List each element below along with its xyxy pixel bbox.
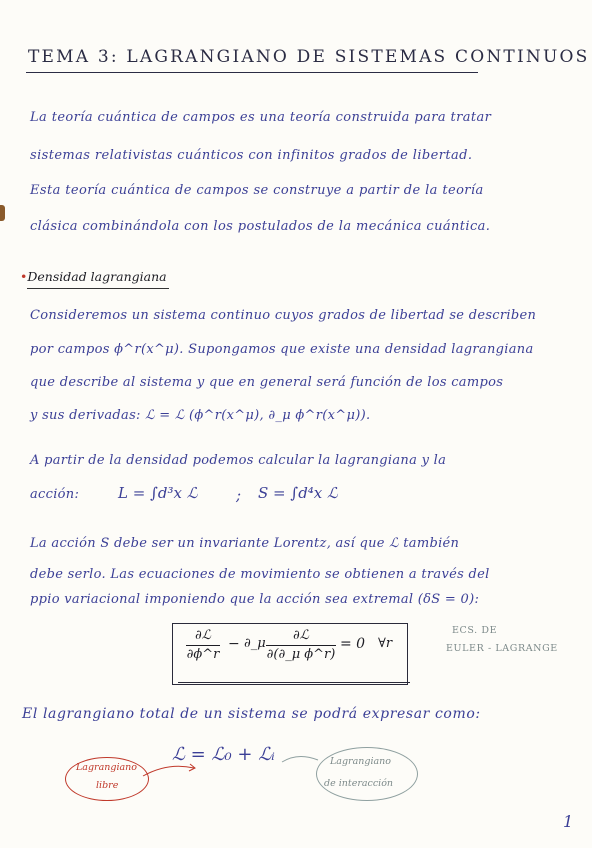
body-line: y sus derivadas: ℒ = ℒ (ϕ^r(x^μ), ∂_μ ϕ^r(x^μ)). — [30, 408, 371, 423]
free-arrow — [140, 758, 200, 782]
intro-line: clásica combinándola con los postulados de la mecánica cuántica. — [30, 219, 491, 234]
interaction-arrow — [278, 750, 322, 772]
section-heading — [20, 269, 167, 284]
intro-line: La teoría cuántica de campos es una teoría construida para tratar — [30, 110, 492, 125]
total-lagrangian-sentence: El lagrangiano total de un sistema se podrá expresar como: — [22, 706, 481, 722]
el-term1 — [186, 628, 220, 663]
body-line: debe serlo. Las ecuaciones de movimiento se obtienen a través del — [30, 567, 490, 582]
free-label-line2: libre — [96, 780, 119, 791]
fraction-bar — [186, 645, 220, 646]
el-term2-denominator: ∂(∂_μ ϕ^r) — [266, 647, 336, 662]
binding-mark — [0, 205, 5, 221]
total-lagrangian-formula: ℒ = ℒ₀ + ℒᵢ — [172, 744, 275, 765]
el-term2-numerator: ∂ℒ — [292, 628, 310, 643]
el-label-line2: EULER - LAGRANGE — [446, 643, 558, 654]
page-number: 1 — [563, 812, 574, 831]
lagrangian-formula: L = ∫d³x ℒ — [118, 484, 198, 502]
intro-line: Esta teoría cuántica de campos se construye a partir de la teoría — [30, 183, 484, 198]
el-term2 — [266, 628, 336, 663]
section-heading-text: Densidad lagrangiana — [27, 269, 167, 284]
body-line: A partir de la densidad podemos calcular la lagrangiana y la — [30, 453, 447, 468]
body-line: Consideremos un sistema continuo cuyos grados de libertad se describen — [30, 308, 537, 323]
formula-separator: ; — [236, 486, 242, 504]
body-line: ppio variacional imponiendo que la acción sea extremal (δS = 0): — [30, 592, 480, 607]
el-forall: ∀r — [378, 636, 393, 651]
el-label-line1: ECS. DE — [452, 625, 498, 636]
body-line: que describe al sistema y que en general será función de los campos — [30, 375, 504, 390]
el-minus: − — [228, 636, 240, 652]
fraction-bar — [266, 645, 336, 646]
page-title: TEMA 3: LAGRANGIANO DE SISTEMAS CONTINUOS — [28, 47, 590, 67]
intro-line: sistemas relativistas cuánticos con infinitos grados de libertad. — [30, 148, 473, 163]
section-heading-underline — [27, 288, 169, 289]
el-term1-denominator: ∂ϕ^r — [186, 647, 220, 662]
el-term1-numerator: ∂ℒ — [194, 628, 212, 643]
body-line: acción: — [30, 487, 80, 502]
euler-lagrange-box-shadow-line — [178, 682, 410, 683]
el-equals: = 0 — [340, 636, 366, 652]
body-line: por campos ϕ^r(x^μ). Supongamos que existe una densidad lagrangiana — [30, 342, 534, 357]
title-underline — [26, 72, 478, 73]
section-bullet: • — [20, 269, 28, 284]
interaction-label-line2: de interacción — [324, 778, 394, 789]
interaction-label-line1: Lagrangiano — [330, 756, 391, 767]
free-label-line1: Lagrangiano — [76, 762, 137, 773]
el-partial: ∂_μ — [244, 636, 266, 651]
body-line: La acción S debe ser un invariante Lorentz, así que ℒ también — [30, 536, 460, 551]
action-formula: S = ∫d⁴x ℒ — [258, 484, 338, 502]
